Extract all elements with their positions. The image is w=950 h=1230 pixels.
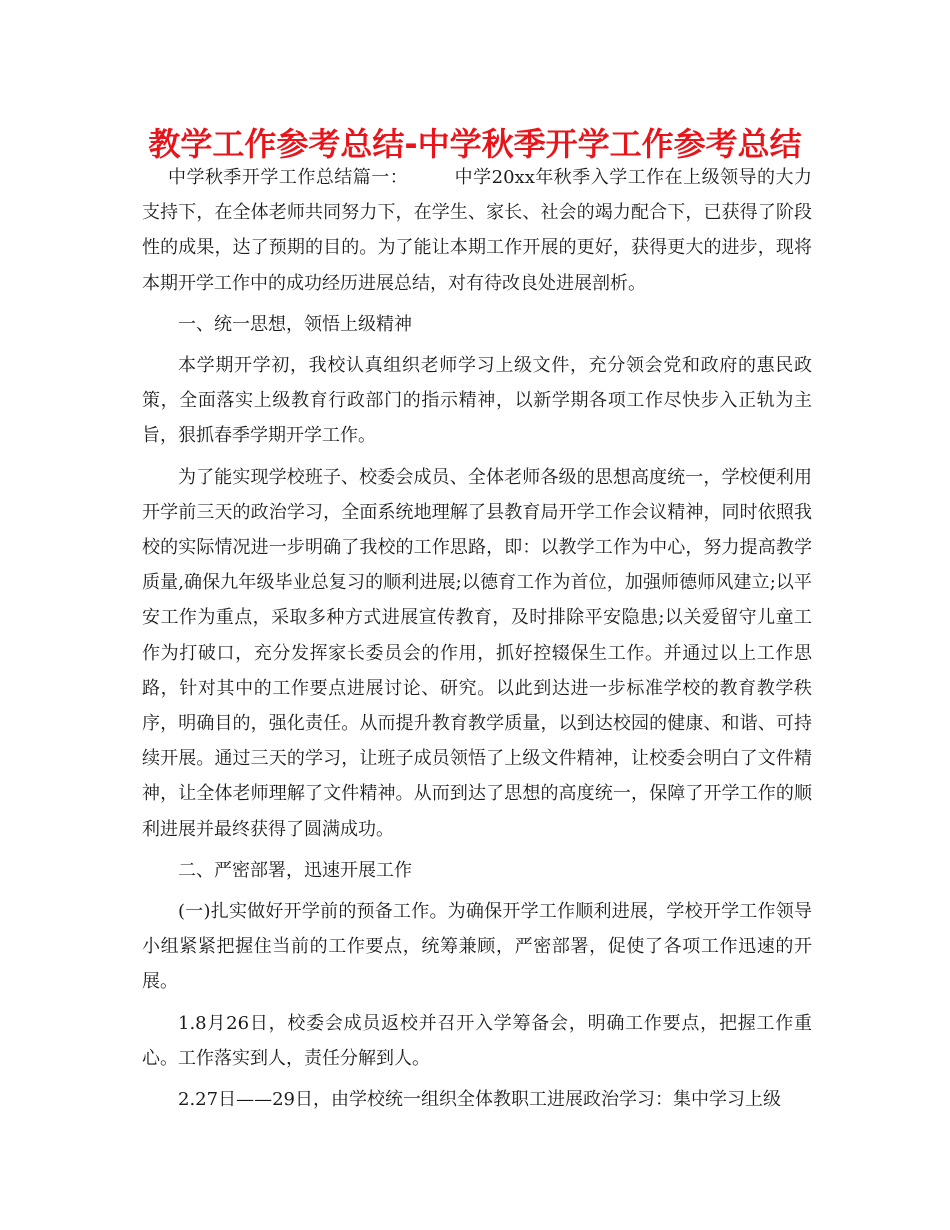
paragraph: 为了能实现学校班子、校委会成员、全体老师各级的思想高度统一，学校便利用开学前三天的政治学习，全面系统地理解了县教育局开学工作会议精神，同时依照我校的实际情况进一步明确了我校的工作思路，即：以教学工作为中心，努力提高教学质量,确保九年级毕业总复习的顺利进展;以德育工作为首位，加强师德师风建立;以平安工作为重点，采取多种方式进展宣传教育，及时排除平安隐患;以关爱留守儿童工作为打破口，充分发挥家长委员会的作用，抓好控辍保生工作。并通过以上工作思路，针对其中的工作要点进展讨论、研究。以此到达进一步标准学校的教育教学秩序，明确目的，强化责任。从而提升教育教学质量，以到达校园的健康、和谐、可持续开展。通过三天的学习，让班子成员领悟了上级文件精神，让校委会明白了文件精神，让全体老师理解了文件精神。从而到达了思想的高度统一，保障了开学工作的顺利进展并最终获得了圆满成功。	[142, 466, 812, 840]
document-body	[142, 160, 812, 1123]
heading-section-2: 二、严密部署，迅速开展工作	[178, 859, 412, 881]
paragraph: 2.27日——29日，由学校统一组织全体教职工进展政治学习：集中学习上级	[178, 1089, 781, 1111]
intro-text: 中学20xx年秋季入学工作在上级领导的大力支持下，在全体老师共同努力下，在学生、家长、社会的竭力配合下，已获得了阶段性的成果，达了预期的目的。为了能让本期工作开展的更好，获得更大的进步，现将本期开学工作中的成功经历进展总结，对有待改良处进展剖析。	[142, 167, 812, 294]
paragraph: 1.8月26日，校委会成员返校并召开入学筹备会，明确工作要点，把握工作重心。工作落实到人，责任分解到人。	[142, 1012, 812, 1069]
document-title: 教学工作参考总结-中学秋季开学工作参考总结	[148, 125, 802, 163]
paragraph: (一)扎实做好开学前的预备工作。为确保开学工作顺利进展，学校开学工作领导小组紧紧把握住当前的工作要点，统筹兼顾，严密部署，促使了各项工作迅速的开展。	[142, 901, 812, 993]
paragraph: 本学期开学初，我校认真组织老师学习上级文件，充分领会党和政府的惠民政策，全面落实上级教育行政部门的指示精神，以新学期各项工作尽快步入正轨为主旨，狠抓春季学期开学工作。	[142, 355, 812, 447]
paragraph-intro	[142, 160, 812, 301]
heading-section-1: 一、统一思想，领悟上级精神	[178, 313, 412, 335]
intro-label: 中学秋季开学工作总结篇一：	[168, 167, 409, 188]
